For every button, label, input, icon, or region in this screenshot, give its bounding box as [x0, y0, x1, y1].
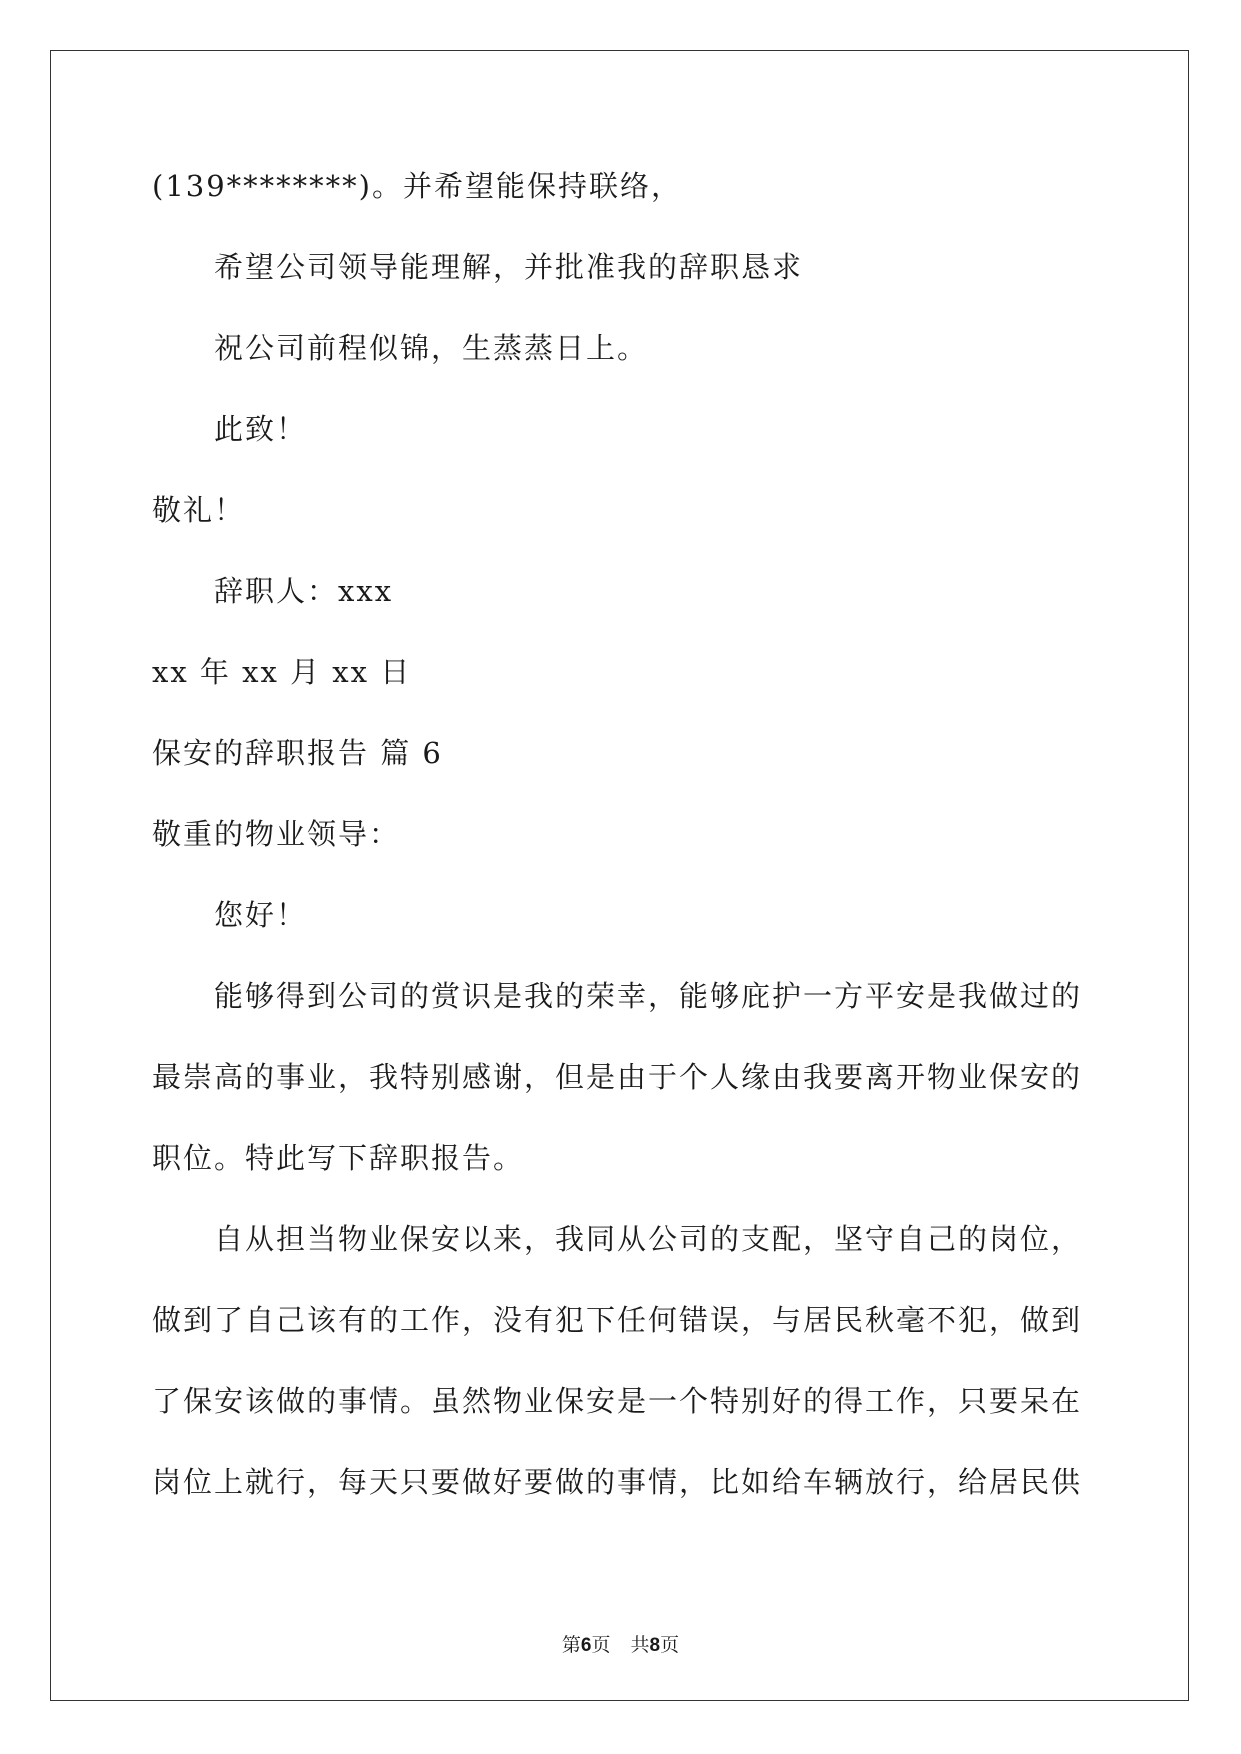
- body-line-17: 岗位上就行，每天只要做好要做的事情，比如给车辆放行，给居民供: [152, 1465, 1083, 1499]
- closing-salutation: 此致！: [214, 412, 308, 446]
- total-pages: 8: [649, 1635, 661, 1656]
- body-line-14: 自从担当物业保安以来，我同从公司的支配，坚守自己的岗位，: [214, 1222, 1083, 1256]
- body-line-3: 祝公司前程似锦，生蒸蒸日上。: [214, 331, 649, 365]
- total-suffix: 页: [660, 1634, 680, 1656]
- greeting-addressee: 敬重的物业领导：: [152, 817, 401, 851]
- body-line-2: 希望公司领导能理解，并批准我的辞职恳求: [214, 250, 804, 284]
- body-line-16: 了保安该做的事情。虽然物业保安是一个特别好的得工作，只要呆在: [152, 1384, 1083, 1418]
- closing-regards: 敬礼！: [152, 493, 246, 527]
- body-line-1: (139********)。并希望能保持联络，: [152, 169, 682, 203]
- body-line-13: 职位。特此写下辞职报告。: [152, 1141, 525, 1175]
- section-heading: 保安的辞职报告 篇 6: [152, 736, 443, 770]
- body-line-12: 最崇高的事业，我特别感谢，但是由于个人缘由我要离开物业保安的: [152, 1060, 1083, 1094]
- page-number: 6: [580, 1635, 592, 1656]
- date-line: xx 年 xx 月 xx 日: [152, 655, 412, 689]
- page-suffix: 页: [591, 1634, 611, 1656]
- total-prefix: 共: [630, 1634, 650, 1656]
- body-line-11: 能够得到公司的赏识是我的荣幸，能够庇护一方平安是我做过的: [214, 979, 1083, 1013]
- signature-line: 辞职人：xxx: [214, 574, 394, 608]
- page-prefix: 第: [561, 1634, 581, 1656]
- page-footer: [0, 1630, 1241, 1657]
- document-body: [152, 170, 1092, 1547]
- body-line-15: 做到了自己该有的工作，没有犯下任何错误，与居民秋毫不犯，做到: [152, 1303, 1083, 1337]
- greeting-hello: 您好！: [214, 898, 308, 932]
